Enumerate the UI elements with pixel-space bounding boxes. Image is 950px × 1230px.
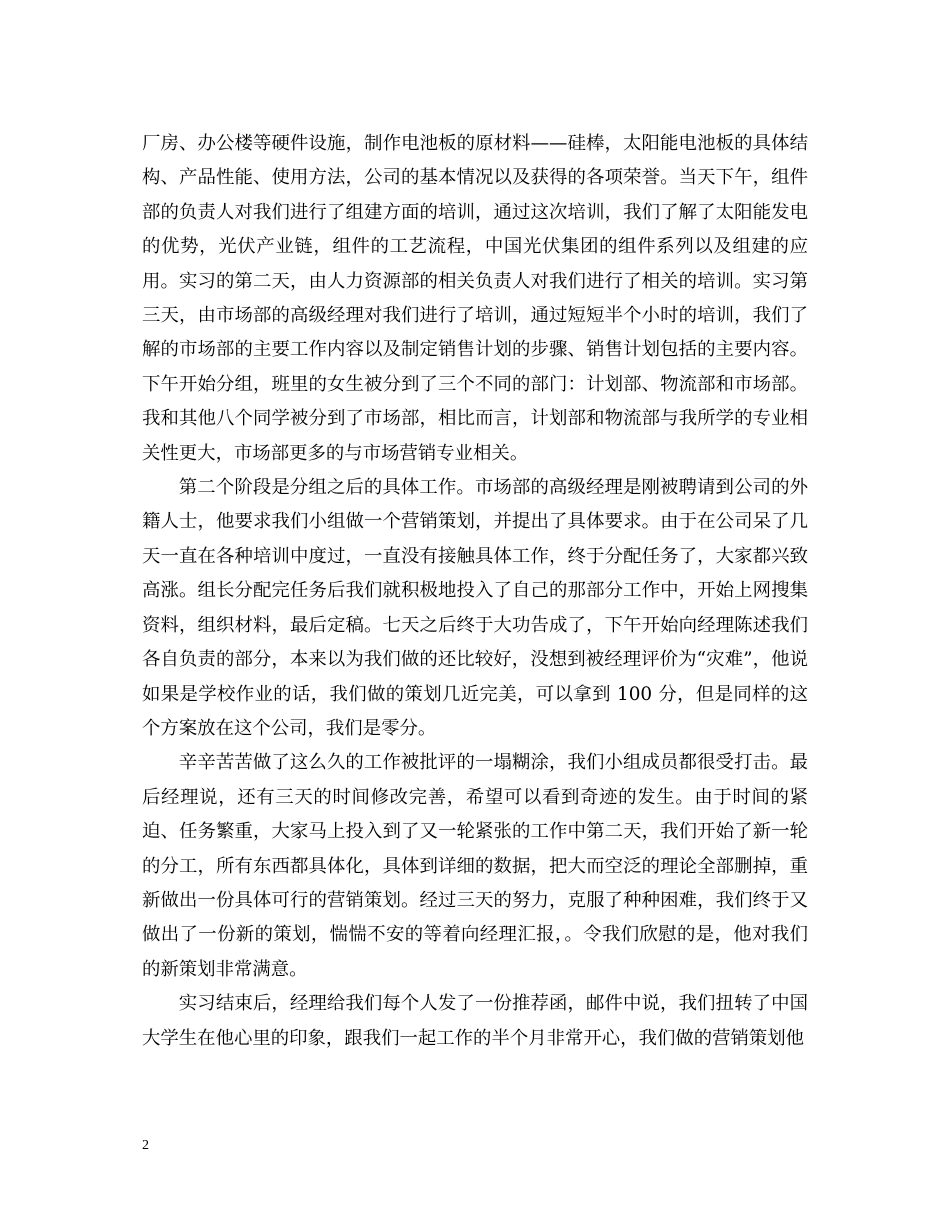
paragraph-2: 第二个阶段是分组之后的具体工作。市场部的高级经理是刚被聘请到公司的外籍人士，他要求我们小组做一个营销策划，并提出了具体要求。由于在公司呆了几天一直在各种培训中度过，一直没有接触具体工作，终于分配任务了，大家都兴致高涨。组长分配完任务后我们就积极地投入了自己的那部分工作中，开始上网搜集资料，组织材料，最后定稿。七天之后终于大功告成了，下午开始向经理陈述我们各自负责的部分，本来以为我们做的还比较好，没想到被经理评价为“灾难”，他说如果是学校作业的话，我们做的策划几近完美，可以拿到 100 分，但是同样的这个方案放在这个公司，我们是零分。: [142, 477, 808, 739]
page-number: 2: [142, 1138, 149, 1153]
paragraph-4: 实习结束后，经理给我们每个人发了一份推荐函，邮件中说，我们扭转了中国大学生在他心里的印象，跟我们一起工作的半个月非常开心，我们做的营销策划他: [142, 993, 808, 1049]
paragraph-1: 厂房、办公楼等硬件设施，制作电池板的原材料——硅棒，太阳能电池板的具体结构、产品性能、使用方法，公司的基本情况以及获得的各项荣誉。当天下午，组件部的负责人对我们进行了组建方面的培训，通过这次培训，我们了解了太阳能发电的优势，光伏产业链，组件的工艺流程，中国光伏集团的组件系列以及组建的应用。实习的第二天，由人力资源部的相关负责人对我们进行了相关的培训。实习第三天，由市场部的高级经理对我们进行了培训，通过短短半个小时的培训，我们了解的市场部的主要工作内容以及制定销售计划的步骤、销售计划包括的主要内容。下午开始分组，班里的女生被分到了三个不同的部门：计划部、物流部和市场部。我和其他八个同学被分到了市场部，相比而言，计划部和物流部与我所学的专业相关性更大，市场部更多的与市场营销专业相关。: [142, 133, 808, 464]
body-text: [142, 127, 808, 1056]
paragraph-3: 辛辛苦苦做了这么久的工作被批评的一塌糊涂，我们小组成员都很受打击。最后经理说，还有三天的时间修改完善，希望可以看到奇迹的发生。由于时间的紧迫、任务繁重，大家马上投入到了又一轮紧张的工作中第二天，我们开始了新一轮的分工，所有东西都具体化，具体到详细的数据，把大而空泛的理论全部删掉，重新做出一份具体可行的营销策划。经过三天的努力，克服了种种困难，我们终于又做出了一份新的策划，惴惴不安的等着向经理汇报，。令我们欣慰的是，他对我们的新策划非常满意。: [142, 752, 808, 980]
